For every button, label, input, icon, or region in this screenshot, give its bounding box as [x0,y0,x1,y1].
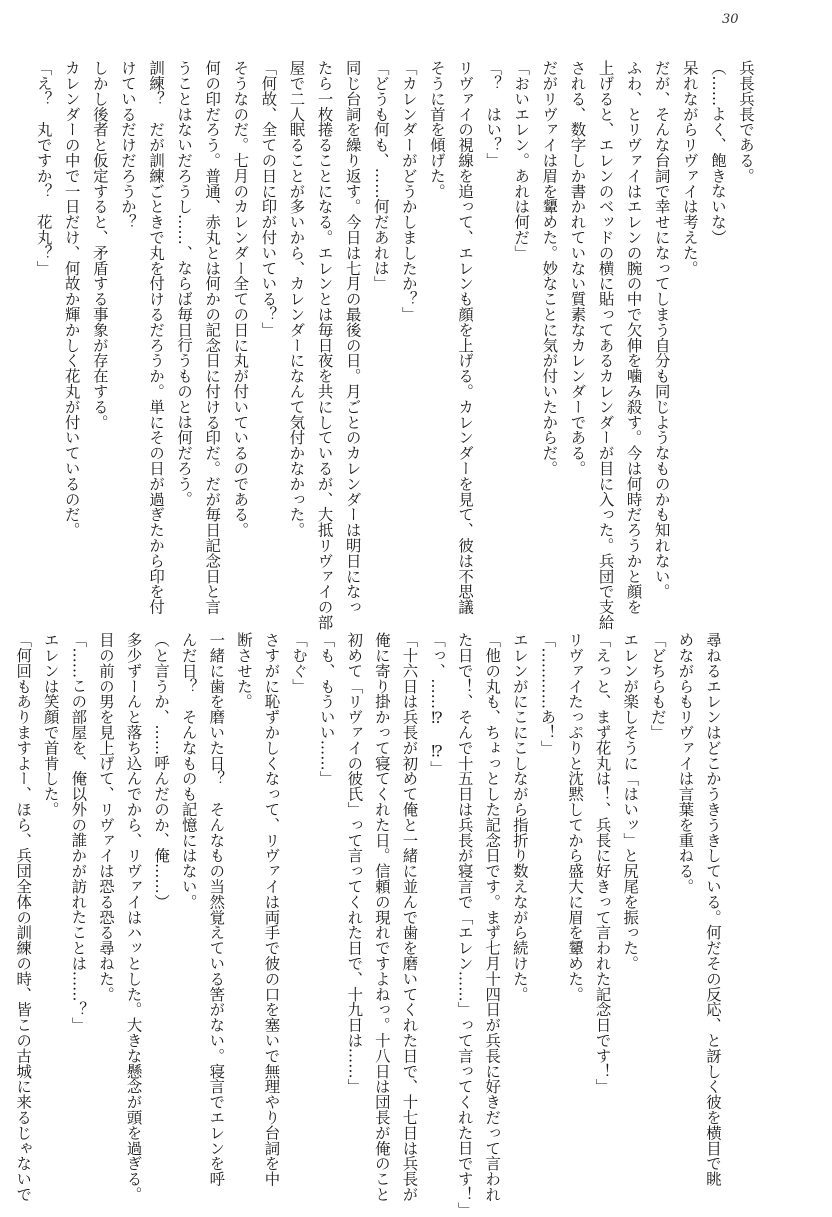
text-line: 一緒に歯を磨いた日？ そんなもの当然覚えている筈がない。寝言でエレンを呼 [207,632,226,1187]
text-line: （……よく、飽きないな） [708,60,727,245]
text-line: リヴァイの視線を追って、エレンも顔を上げる。カレンダーを見て、彼は不思議 [456,60,475,615]
text-line: 「……この部屋を、俺以外の誰かが訪れたことは……？」 [69,632,88,1033]
text-line: けているだけだろうか？ [118,60,137,230]
text-line: 「カレンダーがどうかしましたか？」 [399,60,418,322]
text-line: 尋ねるエレンはどこかうきうきしている。何だその反応、と訝しく彼を横目で眺 [704,632,722,1187]
text-line: 「…………あ！」 [538,632,557,756]
text-line: リヴァイたっぷりと沈黙してから盛大に眉を顰めた。 [566,632,585,1002]
text-line: 断させた。 [234,632,253,709]
text-line: 「むぐ」 [290,632,309,694]
text-line: 「え？ 丸ですか？ 花丸？」 [34,60,53,276]
text-line: 呆れながらリヴァイは考えた。 [680,60,699,276]
text-line: 「？ はい？」 [484,60,503,168]
text-line: 初めて「リヴァイの彼氏」って言ってくれた日で、十九日は……」 [345,632,364,1094]
text-block-lower [14,632,726,1217]
text-line: だが、そんな台詞で幸せになってしまう自分も同じようなものかも知れない。 [652,60,671,599]
text-line: 同じ台詞を繰り返す。今日は七月の最後の日。月ごとのカレンダーは明日になっ [343,60,362,615]
text-line: 「何回もありますよー、ほら、兵団全体の訓練の時、皆この古城に来るじゃないで [14,632,33,1202]
text-line: そうなのだ。七月のカレンダー全ての日に丸が付いているのである。 [231,60,250,538]
text-line: しかし後者と仮定すると、矛盾する事象が存在する。 [90,60,109,430]
text-line: 屋で二人眠ることが多いから、カレンダーになんて気付かなかった。 [287,60,306,538]
text-line: 多少ずーんと落ち込んでから、リヴァイはハッとした。大きな懸念が頭を過ぎる。 [124,632,143,1202]
text-line: 「おいエレン。あれは何だ」 [512,60,531,261]
text-line: 「っ、……⁉ ⁉」 [428,632,447,776]
text-line: 訓練？ だが訓練ごときで丸を付けるだろうか。単にその日が過ぎたから印を付 [147,60,166,615]
text-line: めながらもリヴァイは言葉を重ねる。 [676,632,695,894]
text-line: エレンが楽しそうに「はいッ」と尻尾を振った。 [621,632,640,971]
text-line: 「えっと、まず花丸は！、兵長に好きって言われた記念日です！」 [593,632,612,1094]
text-line: 「どちらもだ」 [648,632,667,740]
text-line: 「も、もういい……」 [317,632,336,786]
text-line: 「他の丸も、ちょっとした記念日です。まず七月十四日が兵長に好きだって言われ [483,632,502,1202]
text-line: 兵長兵長である。 [737,60,755,184]
text-line: エレンは笑顔で首肯した。 [41,632,60,817]
text-line: 「十六日は兵長が初めて俺と一緒に並んで歯を磨いてくれた日で、十七日は兵長が [400,632,419,1202]
text-line: 何の印だろう。普通、赤丸とは何かの記念日に付ける印だ。だが毎日記念日と言 [203,60,222,615]
text-line: 「何故、全ての日に印が付いている？」 [259,60,278,338]
text-line: カレンダーの中で一日だけ、何故か輝かしく花丸が付いているのだ。 [62,60,81,538]
text-line: 俺に寄り掛かって寝てくれた日。信頼の現れですよねっ。十八日は団長が俺のこと [372,632,391,1202]
text-line: たら一枚捲ることになる。エレンとは毎日夜を共にしているが、大抵リヴァイの部 [315,60,334,630]
text-line: （と言うか、……呼んだのか、俺……） [152,632,171,910]
text-line: た日で！、そんで十五日は兵長が寝言で「エレン……」って言ってくれた日です！」 [455,632,474,1217]
text-line: される、数字しか書かれていない質素なカレンダーである。 [568,60,587,476]
text-line: 上げると、エレンのベッドの横に貼ってあるカレンダーが目に入った。兵団で支給 [596,60,615,630]
text-line: うことはないだろうし……、ならば毎日行うものとは何だろう。 [175,60,194,507]
text-line: だがリヴァイは眉を顰めた。妙なことに気が付いたからだ。 [540,60,559,476]
text-line: 目の前の男を見上げて、リヴァイは恐る恐る尋ねた。 [96,632,115,1002]
text-line: さすがに恥ずかしくなって、リヴァイは両手で彼の口を塞いで無理やり台詞を中 [262,632,281,1187]
text-block-upper [34,60,760,630]
text-line: 「どうも何も、……何だあれは」 [371,60,390,291]
text-line: エレンがにこにこしながら指折り数えながら続けた。 [510,632,529,1002]
page-number: 30 [722,12,739,27]
text-line: んだ日？ そんなものも記憶にはない。 [179,632,198,910]
text-line: ふわ、とリヴァイはエレンの腕の中で欠伸を噛み殺す。今は何時だろうかと顔を [624,60,643,615]
text-line: そうに首を傾げた。 [427,60,446,199]
